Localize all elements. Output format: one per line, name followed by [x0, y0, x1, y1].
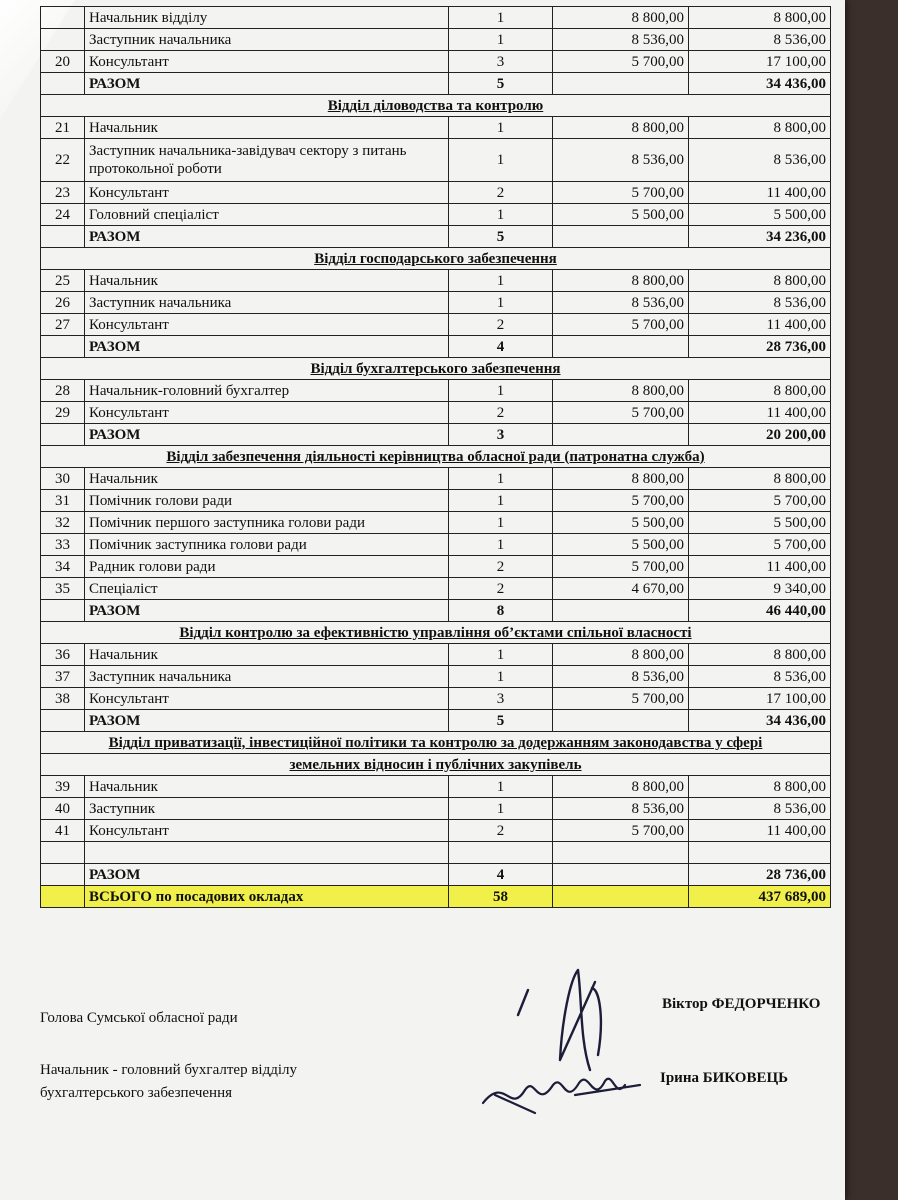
total-amount: 8 800,00 — [689, 270, 831, 292]
position-title: Начальник — [85, 270, 449, 292]
salary-amount — [553, 864, 689, 886]
staff-count: 1 — [449, 7, 553, 29]
section-title: Відділ забезпечення діяльності керівництва обласної ради (патронатна служба) — [41, 446, 831, 468]
salary-amount: 5 700,00 — [553, 820, 689, 842]
position-row — [41, 380, 831, 402]
salary-amount: 5 700,00 — [553, 182, 689, 204]
position-row — [41, 117, 831, 139]
position-title: Заступник начальника-завідувач сектору з питань протокольної роботи — [85, 139, 449, 182]
salary-amount: 8 800,00 — [553, 380, 689, 402]
row-number: 30 — [41, 468, 85, 490]
subtotal-row — [41, 710, 831, 732]
position-title: Начальник відділу — [85, 7, 449, 29]
subtotal-row — [41, 864, 831, 886]
total-amount: 8 800,00 — [689, 776, 831, 798]
row-number: 39 — [41, 776, 85, 798]
salary-amount — [553, 842, 689, 864]
salary-amount: 5 500,00 — [553, 512, 689, 534]
salary-amount: 4 670,00 — [553, 578, 689, 600]
total-amount: 8 800,00 — [689, 380, 831, 402]
salary-amount: 8 800,00 — [553, 776, 689, 798]
total-amount: 34 436,00 — [689, 73, 831, 95]
total-label: РАЗОМ — [85, 73, 449, 95]
position-row — [41, 51, 831, 73]
staff-count: 1 — [449, 490, 553, 512]
row-number: 26 — [41, 292, 85, 314]
staff-count: 2 — [449, 314, 553, 336]
total-amount — [689, 842, 831, 864]
row-number: 20 — [41, 51, 85, 73]
staff-count: 1 — [449, 798, 553, 820]
salary-amount: 8 536,00 — [553, 798, 689, 820]
section-header-row — [41, 248, 831, 270]
position-title: Начальник — [85, 117, 449, 139]
row-number — [41, 864, 85, 886]
staff-count: 8 — [449, 600, 553, 622]
position-title: Консультант — [85, 402, 449, 424]
total-amount: 5 500,00 — [689, 204, 831, 226]
section-title: Відділ господарського забезпечення — [41, 248, 831, 270]
position-title: Заступник — [85, 798, 449, 820]
section-title: Відділ контролю за ефективністю управління об’єктами спільної власності — [41, 622, 831, 644]
row-number: 35 — [41, 578, 85, 600]
staff-count: 1 — [449, 139, 553, 182]
position-row — [41, 7, 831, 29]
salary-amount — [553, 424, 689, 446]
salary-amount: 5 500,00 — [553, 534, 689, 556]
total-amount: 8 800,00 — [689, 117, 831, 139]
position-title: Спеціаліст — [85, 578, 449, 600]
total-amount: 34 436,00 — [689, 710, 831, 732]
position-row — [41, 490, 831, 512]
staff-count: 5 — [449, 710, 553, 732]
row-number — [41, 73, 85, 95]
total-amount: 28 736,00 — [689, 864, 831, 886]
total-amount: 20 200,00 — [689, 424, 831, 446]
position-title: Консультант — [85, 314, 449, 336]
staff-count: 1 — [449, 534, 553, 556]
salary-amount: 8 800,00 — [553, 117, 689, 139]
staff-count: 1 — [449, 292, 553, 314]
total-label: РАЗОМ — [85, 336, 449, 358]
position-row — [41, 644, 831, 666]
salary-amount: 8 536,00 — [553, 139, 689, 182]
position-row — [41, 29, 831, 51]
total-amount: 437 689,00 — [689, 886, 831, 908]
row-number: 31 — [41, 490, 85, 512]
row-number — [41, 710, 85, 732]
position-title: Начальник — [85, 644, 449, 666]
staff-count: 4 — [449, 864, 553, 886]
salary-amount — [553, 73, 689, 95]
row-number — [41, 7, 85, 29]
salary-amount: 5 700,00 — [553, 402, 689, 424]
staff-salary-table-body — [41, 7, 831, 908]
position-row — [41, 578, 831, 600]
staff-count: 3 — [449, 424, 553, 446]
total-label: РАЗОМ — [85, 600, 449, 622]
position-row — [41, 798, 831, 820]
staff-count: 1 — [449, 512, 553, 534]
section-header-row — [41, 95, 831, 117]
total-amount: 8 536,00 — [689, 292, 831, 314]
position-row — [41, 204, 831, 226]
position-row — [41, 776, 831, 798]
position-title: Радник голови ради — [85, 556, 449, 578]
subtotal-row — [41, 226, 831, 248]
position-title: Помічник першого заступника голови ради — [85, 512, 449, 534]
salary-amount — [553, 886, 689, 908]
row-number: 24 — [41, 204, 85, 226]
row-number: 40 — [41, 798, 85, 820]
position-row — [41, 842, 831, 864]
total-amount: 46 440,00 — [689, 600, 831, 622]
salary-amount: 8 536,00 — [553, 666, 689, 688]
staff-count: 1 — [449, 204, 553, 226]
salary-amount — [553, 226, 689, 248]
total-amount: 8 536,00 — [689, 139, 831, 182]
subtotal-row — [41, 600, 831, 622]
total-amount: 8 536,00 — [689, 798, 831, 820]
staff-count: 1 — [449, 776, 553, 798]
staff-count: 2 — [449, 556, 553, 578]
section-header-row — [41, 446, 831, 468]
staff-count: 1 — [449, 117, 553, 139]
row-number: 21 — [41, 117, 85, 139]
salary-amount — [553, 336, 689, 358]
row-number: 36 — [41, 644, 85, 666]
row-number: 32 — [41, 512, 85, 534]
total-amount: 11 400,00 — [689, 820, 831, 842]
salary-amount: 8 536,00 — [553, 29, 689, 51]
salary-amount — [553, 600, 689, 622]
staff-count: 1 — [449, 644, 553, 666]
position-title: Головний спеціаліст — [85, 204, 449, 226]
total-amount: 9 340,00 — [689, 578, 831, 600]
position-title: Помічник заступника голови ради — [85, 534, 449, 556]
section-title: Відділ діловодства та контролю — [41, 95, 831, 117]
staff-count: 5 — [449, 226, 553, 248]
row-number — [41, 424, 85, 446]
total-label: РАЗОМ — [85, 226, 449, 248]
staff-count: 2 — [449, 820, 553, 842]
position-row — [41, 556, 831, 578]
position-title: Консультант — [85, 688, 449, 710]
position-title: Заступник начальника — [85, 292, 449, 314]
row-number — [41, 226, 85, 248]
row-number — [41, 29, 85, 51]
total-label: РАЗОМ — [85, 864, 449, 886]
salary-amount: 5 700,00 — [553, 688, 689, 710]
position-title: Помічник голови ради — [85, 490, 449, 512]
subtotal-row — [41, 424, 831, 446]
staff-count: 58 — [449, 886, 553, 908]
staff-count: 4 — [449, 336, 553, 358]
staff-count: 5 — [449, 73, 553, 95]
staff-count: 1 — [449, 270, 553, 292]
section-header-row — [41, 358, 831, 380]
row-number — [41, 886, 85, 908]
position-title: Начальник — [85, 468, 449, 490]
position-title: Заступник начальника — [85, 666, 449, 688]
total-amount: 5 700,00 — [689, 490, 831, 512]
row-number: 37 — [41, 666, 85, 688]
total-amount: 5 500,00 — [689, 512, 831, 534]
row-number: 23 — [41, 182, 85, 204]
position-row — [41, 314, 831, 336]
staff-salary-table — [40, 6, 831, 908]
total-amount: 17 100,00 — [689, 51, 831, 73]
row-number: 34 — [41, 556, 85, 578]
total-amount: 11 400,00 — [689, 402, 831, 424]
salary-amount: 8 800,00 — [553, 7, 689, 29]
position-row — [41, 534, 831, 556]
staff-count: 2 — [449, 182, 553, 204]
chair-position: Голова Сумської обласної ради — [40, 1010, 238, 1026]
salary-amount: 8 800,00 — [553, 468, 689, 490]
staff-count — [449, 842, 553, 864]
subtotal-row — [41, 73, 831, 95]
position-title: Консультант — [85, 820, 449, 842]
section-title: земельних відносин і публічних закупівель — [41, 754, 831, 776]
salary-amount: 5 700,00 — [553, 51, 689, 73]
section-header-row — [41, 732, 831, 754]
salary-amount — [553, 710, 689, 732]
position-row — [41, 688, 831, 710]
row-number — [41, 600, 85, 622]
accountant-signature — [475, 1055, 645, 1125]
salary-amount: 5 500,00 — [553, 204, 689, 226]
position-row — [41, 512, 831, 534]
total-amount: 5 700,00 — [689, 534, 831, 556]
position-title: Начальник-головний бухгалтер — [85, 380, 449, 402]
staff-count: 1 — [449, 29, 553, 51]
position-row — [41, 402, 831, 424]
total-label: РАЗОМ — [85, 710, 449, 732]
salary-amount: 5 700,00 — [553, 314, 689, 336]
row-number: 27 — [41, 314, 85, 336]
position-title: Начальник — [85, 776, 449, 798]
chair-name: Віктор ФЕДОРЧЕНКО — [662, 996, 821, 1012]
row-number: 38 — [41, 688, 85, 710]
row-number — [41, 842, 85, 864]
row-number — [41, 336, 85, 358]
section-title: Відділ бухгалтерського забезпечення — [41, 358, 831, 380]
position-row — [41, 666, 831, 688]
grand-total-row — [41, 886, 831, 908]
total-amount: 11 400,00 — [689, 314, 831, 336]
total-label: РАЗОМ — [85, 424, 449, 446]
total-amount: 34 236,00 — [689, 226, 831, 248]
salary-amount: 5 700,00 — [553, 490, 689, 512]
position-row — [41, 820, 831, 842]
section-title: Відділ приватизації, інвестиційної політики та контролю за додержанням законодавства у сфері — [41, 732, 831, 754]
section-header-row — [41, 754, 831, 776]
row-number: 28 — [41, 380, 85, 402]
total-amount: 8 536,00 — [689, 29, 831, 51]
accountant-position-line2: бухгалтерського забезпечення — [40, 1085, 233, 1101]
salary-amount: 8 800,00 — [553, 270, 689, 292]
position-row — [41, 292, 831, 314]
staff-count: 3 — [449, 51, 553, 73]
total-amount: 8 800,00 — [689, 7, 831, 29]
staff-count: 1 — [449, 666, 553, 688]
row-number: 22 — [41, 139, 85, 182]
staff-count: 3 — [449, 688, 553, 710]
row-number: 25 — [41, 270, 85, 292]
staff-count: 1 — [449, 468, 553, 490]
position-row — [41, 139, 831, 182]
position-title — [85, 842, 449, 864]
row-number: 33 — [41, 534, 85, 556]
total-amount: 11 400,00 — [689, 556, 831, 578]
total-label: ВСЬОГО по посадових окладах — [85, 886, 449, 908]
total-amount: 8 800,00 — [689, 468, 831, 490]
row-number: 29 — [41, 402, 85, 424]
staff-count: 2 — [449, 402, 553, 424]
total-amount: 8 536,00 — [689, 666, 831, 688]
salary-amount: 5 700,00 — [553, 556, 689, 578]
position-title: Консультант — [85, 51, 449, 73]
total-amount: 11 400,00 — [689, 182, 831, 204]
staff-count: 1 — [449, 380, 553, 402]
position-title: Заступник начальника — [85, 29, 449, 51]
total-amount: 8 800,00 — [689, 644, 831, 666]
position-row — [41, 468, 831, 490]
staff-count: 2 — [449, 578, 553, 600]
position-row — [41, 270, 831, 292]
accountant-name: Ірина БИКОВЕЦЬ — [660, 1070, 789, 1086]
position-title: Консультант — [85, 182, 449, 204]
total-amount: 17 100,00 — [689, 688, 831, 710]
total-amount: 28 736,00 — [689, 336, 831, 358]
section-header-row — [41, 622, 831, 644]
subtotal-row — [41, 336, 831, 358]
accountant-position-line1: Начальник - головний бухгалтер відділу — [40, 1062, 297, 1078]
salary-amount: 8 536,00 — [553, 292, 689, 314]
row-number: 41 — [41, 820, 85, 842]
salary-amount: 8 800,00 — [553, 644, 689, 666]
position-row — [41, 182, 831, 204]
